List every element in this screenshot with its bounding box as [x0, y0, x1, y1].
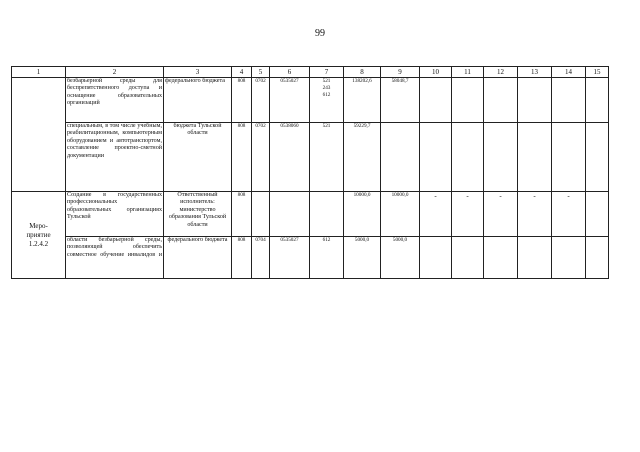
col10-cell — [420, 123, 452, 192]
table-row — [12, 237, 609, 279]
col14-cell: - — [552, 192, 586, 237]
col6-cell — [270, 192, 310, 237]
col10-cell — [420, 78, 452, 123]
header-cell: 7 — [310, 67, 344, 78]
header-cell: 3 — [164, 67, 232, 78]
col8-cell: 5000,0 — [344, 237, 381, 279]
col14-cell — [552, 123, 586, 192]
header-cell: 11 — [452, 67, 484, 78]
col8-cell: 59229,7 — [344, 123, 381, 192]
col9-cell — [381, 123, 420, 192]
col13-cell — [518, 123, 552, 192]
measure-cell-empty — [12, 78, 66, 192]
col13-cell — [518, 237, 552, 279]
col8-cell: 10000,0 — [344, 192, 381, 237]
header-cell: 1 — [12, 67, 66, 78]
col6-cell: 0535027 — [270, 237, 310, 279]
measure-cell — [12, 192, 66, 279]
col7-value: 521 — [322, 78, 331, 84]
budget-table — [11, 66, 609, 279]
col7-cell: 612 — [310, 237, 344, 279]
header-cell: 15 — [586, 67, 609, 78]
header-cell: 8 — [344, 67, 381, 78]
measure-number: 1.2.4.2 — [28, 239, 49, 248]
col5-cell: 0702 — [252, 78, 270, 123]
col9-cell: 5000,0 — [381, 237, 420, 279]
col4-cell: 808 — [232, 192, 252, 237]
col7-cell — [310, 192, 344, 237]
header-cell: 14 — [552, 67, 586, 78]
col9-cell: 58048,7 — [381, 78, 420, 123]
col7-value: 612 — [322, 91, 331, 98]
col11-cell — [452, 78, 484, 123]
col5-cell: 0702 — [252, 123, 270, 192]
table-row — [12, 78, 609, 123]
col13-cell: - — [518, 192, 552, 237]
col11-cell — [452, 237, 484, 279]
col8-cell: 138202,6 — [344, 78, 381, 123]
col4-cell: 808 — [232, 78, 252, 123]
col7-cell: 521 — [310, 123, 344, 192]
col15-cell — [586, 123, 609, 192]
header-cell: 9 — [381, 67, 420, 78]
source-cell: Ответственный исполнитель: министерство образования Тульской области — [164, 192, 232, 237]
description-cell: Создание в государственных профессиональных образовательных организациях Тульской — [66, 192, 164, 237]
col6-cell: 0535027 — [270, 78, 310, 123]
col4-cell: 808 — [232, 123, 252, 192]
description-cell: области безбарьерной среды, позволяющей обеспечить совместное обучение инвалидов и — [66, 237, 164, 279]
header-cell: 5 — [252, 67, 270, 78]
col14-cell — [552, 78, 586, 123]
col9-cell: 10000,0 — [381, 192, 420, 237]
measure-label: Меро- — [29, 221, 48, 230]
page-number: 99 — [315, 28, 325, 39]
measure-label: приятие — [26, 230, 51, 239]
header-cell: 13 — [518, 67, 552, 78]
col12-cell: - — [484, 192, 518, 237]
col15-cell — [586, 78, 609, 123]
header-cell: 4 — [232, 67, 252, 78]
col12-cell — [484, 123, 518, 192]
header-cell: 12 — [484, 67, 518, 78]
col11-cell: - — [452, 192, 484, 237]
col5-cell: 0704 — [252, 237, 270, 279]
col6-cell: 0538060 — [270, 123, 310, 192]
table-row — [12, 192, 609, 237]
col7-cell — [310, 78, 344, 123]
header-cell: 2 — [66, 67, 164, 78]
col10-cell: - — [420, 192, 452, 237]
source-cell: федерального бюджета — [164, 237, 232, 279]
header-row — [12, 67, 609, 78]
description-cell: специальным, в том числе учебным, реабилитационным, компьютерным оборудованием и автотранспортом, составление проектно-сметной документации — [66, 123, 164, 192]
table-row — [12, 123, 609, 192]
source-cell: федерального бюджета — [164, 78, 232, 123]
header-cell: 6 — [270, 67, 310, 78]
source-cell: бюджета Тульской области — [164, 123, 232, 192]
col11-cell — [452, 123, 484, 192]
col14-cell — [552, 237, 586, 279]
col5-cell — [252, 192, 270, 237]
col4-cell: 808 — [232, 237, 252, 279]
col12-cell — [484, 237, 518, 279]
col15-cell — [586, 192, 609, 237]
col13-cell — [518, 78, 552, 123]
description-cell: безбарьерной среды для беспрепятственного доступа и оснащение образовательных организаций — [66, 78, 164, 123]
header-cell: 10 — [420, 67, 452, 78]
col15-cell — [586, 237, 609, 279]
col7-value: 243 — [322, 84, 331, 91]
col12-cell — [484, 78, 518, 123]
col10-cell — [420, 237, 452, 279]
